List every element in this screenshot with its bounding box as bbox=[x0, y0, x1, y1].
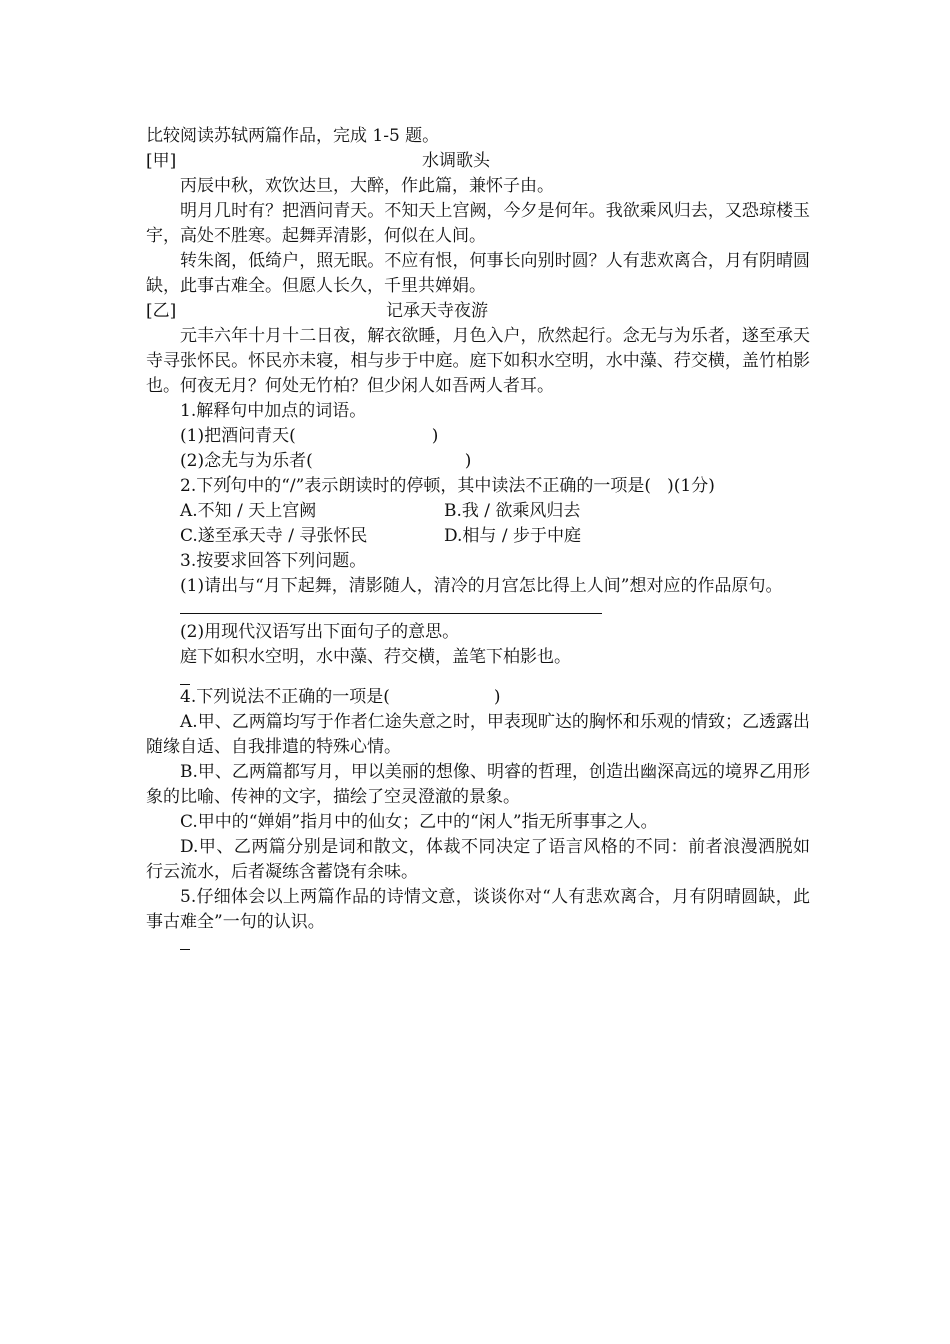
jia-tag: [甲] bbox=[146, 151, 177, 171]
q1-item-2-close: ) bbox=[464, 451, 472, 471]
q4-option-d[interactable]: D.甲、乙两篇分别是词和散文，体裁不同决定了语言风格的不同：前者浪漫洒脱如行云流水，后者凝练含蓄饶有余味。 bbox=[146, 837, 810, 882]
jia-para-2: 转朱阁，低绮户，照无眠。不应有恨，何事长向别时圆？人有悲欢离合，月有阴晴圆缺，此事古难全。但愿人长久，千里共婵娟。 bbox=[146, 251, 810, 296]
yi-para: 元丰六年十月十二日夜，解衣欲睡，月色入户，欣然起行。念无与为乐者，遂至承天寺寻张怀民。怀民亦未寝，相与步于中庭。庭下如积水空明，水中藻、荇交横，盖竹柏影也。何夜无月？何处无竹柏？但少闲人如吾两人者耳。 bbox=[146, 326, 810, 396]
q1-item-1-number: (1) bbox=[180, 426, 205, 446]
q3-sub-2: (2)用现代汉语写出下面句子的意思。 bbox=[180, 622, 460, 642]
q4-option-c[interactable]: C.甲中的“婵娟”指月中的仙女；乙中的“闲人”指无所事事之人。 bbox=[180, 812, 658, 832]
jia-title: 水调歌头 bbox=[422, 151, 490, 171]
q2-stem: 2.下列句中的“/”表示朗读时的停顿，其中读法不正确的一项是( )(1分) bbox=[180, 476, 715, 496]
q4-option-a[interactable]: A.甲、乙两篇均写于作者仁途失意之时，甲表现旷达的胸怀和乐观的情致；乙透露出随缘自适、自我排遣的特殊心情。 bbox=[146, 712, 810, 757]
q5-answer-line[interactable] bbox=[180, 935, 190, 950]
q1-item-2-dotted-word: 念 bbox=[204, 451, 222, 471]
q3-sub-2-answer-line[interactable] bbox=[180, 670, 190, 685]
q2-options-row-2 bbox=[146, 524, 810, 549]
intro-text: 比较阅读苏轼两篇作品，完成 1-5 题。 bbox=[146, 126, 440, 146]
jia-preface: 丙辰中秋，欢饮达旦，大醉，作此篇，兼怀子由。 bbox=[180, 176, 554, 196]
q3-sub-1-answer-line[interactable] bbox=[180, 599, 602, 614]
q3-sub-2-sentence: 庭下如积水空明，水中藻、荇交横，盖笔下柏影也。 bbox=[180, 647, 571, 667]
q5-stem: 5.仔细体会以上两篇作品的诗情文意，谈谈你对“人有悲欢离合，月有阴晴圆缺，此事古难全”一句的认识。 bbox=[146, 887, 810, 932]
q2-option-d[interactable]: D.相与 / 步于中庭 bbox=[444, 526, 581, 546]
q1-item-2 bbox=[146, 449, 810, 474]
q4-stem-close: ) bbox=[493, 687, 501, 707]
q1-stem: 1.解释句中加点的词语。 bbox=[180, 401, 367, 421]
q2-option-c[interactable]: C.遂至承天寺 / 寻张怀民 bbox=[180, 526, 368, 546]
q1-item-1-dotted-word: 把 bbox=[204, 426, 222, 446]
yi-tag: [乙] bbox=[146, 301, 177, 321]
q4-stem bbox=[146, 685, 810, 710]
document-page bbox=[146, 124, 810, 950]
yi-title: 记承天寺夜游 bbox=[386, 301, 488, 321]
q1-item-1-close: ) bbox=[431, 426, 439, 446]
q3-stem: 3.按要求回答下列问题。 bbox=[180, 551, 367, 571]
q2-option-a[interactable]: A.不知 / 天上宫阙 bbox=[180, 501, 317, 521]
q1-item-2-text: 无与为乐者( bbox=[221, 451, 313, 471]
q1-item-1 bbox=[146, 424, 810, 449]
yi-heading bbox=[146, 299, 810, 324]
q3-sub-1: (1)请出与“月下起舞，清影随人，清冷的月宫怎比得上人间”想对应的作品原句。 bbox=[180, 576, 783, 596]
q4-stem-text: 4.下列说法不正确的一项是( bbox=[180, 687, 390, 707]
q2-options-row-1 bbox=[146, 499, 810, 524]
q2-option-b[interactable]: B.我 / 欲乘风归去 bbox=[444, 501, 581, 521]
jia-heading bbox=[146, 149, 810, 174]
q1-item-2-number: (2) bbox=[180, 451, 205, 471]
q4-option-b[interactable]: B.甲、乙两篇都写月，甲以美丽的想像、明睿的哲理，创造出幽深高远的境界乙用形象的比喻、传神的文字，描绘了空灵澄澈的景象。 bbox=[146, 762, 810, 807]
q1-item-1-text: 酒问青天( bbox=[221, 426, 296, 446]
jia-para-1: 明月几时有？把酒问青天。不知天上宫阙，今夕是何年。我欲乘风归去，又恐琼楼玉宇，高处不胜寒。起舞弄清影，何似在人间。 bbox=[146, 201, 810, 246]
